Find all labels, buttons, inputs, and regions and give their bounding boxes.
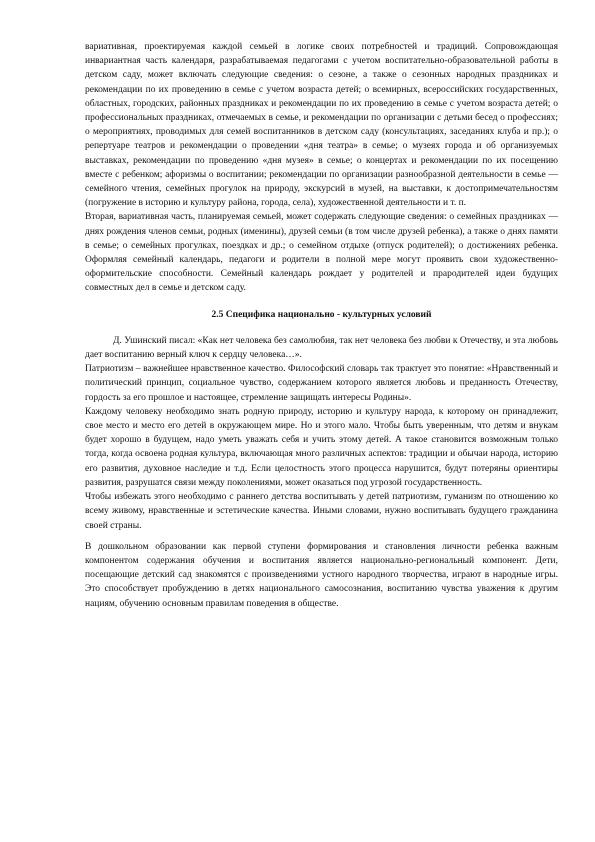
section-heading: 2.5 Специфика национально - культурных условий <box>211 309 432 320</box>
paragraph-calendar-invariant: вариативная, проектируемая каждой семьей в логике своих потребностей и традиций. Сопровождающая инвариантная часть календаря, разрабатываемая педагогами с учетом воспитательно-образовательной работы в детском саду, может включать следующие сведения: о сезоне, а также о сезонных народных праздниках и рекомендации по их проведению в семье с учетом возраста детей; о всемирных, всероссийских государственных, областных, городских, районных праздниках и рекомендации по их проведению в семье с учетом возраста детей; о профессиональных праздниках, отмечаемых в семье, и рекомендации по организации с детьми бесед о профессиях; о мероприятиях, проводимых для семей воспитанников в детском саду (консультациях, заседаниях клуба и пр.); о репертуаре театров и рекомендации о проведении «дня театра» в семье; о музеях города и об организуемых выставках, рекомендации по проведению «дня музея» в семье; о концертах и рекомендации по их посещению вместе с ребенком; афоризмы о воспитании; рекомендации по организации разнообразной деятельности в семье — семейного чтения, семейных прогулок на природу, экскурсий в музей, на выставки, к достопримечательностям (погружение в историю и культуру района, города, села), художественной деятельности и т. п. <box>85 42 558 209</box>
paragraph-regional-component: В дошкольном образовании как первой ступени формирования и становления личности ребенка важным компонентом содержания обучения и воспитания является национально-региональный компонент. Дети, посещающие детский сад знакомятся с произведениями устного народного творчества, играют в народные игры. Это способствует пробуждению в детях национального самосознания, воспитанию чувства уважения к другим нациям, обучению основным правилам поведения в обществе. <box>85 541 558 609</box>
paragraph-calendar-variative: Вторая, вариативная часть, планируемая семьей, может содержать следующие сведения: о семейных праздниках — днях рождения членов семьи, родных (именины), друзей семьи (в том числе друзей ребенка), а также о днях памяти в семье; о семейных прогулках, поездках и др.; о семейном отдыхе (отпуск родителей); о достижениях ребенка. Оформляя семейный календарь, педагоги и родители в полной мере могут проявить свои художественно-оформительские способности. Семейный календарь рождает у родителей и прародителей идеи будущих совместных дел в семье и детском саду. <box>85 212 558 294</box>
paragraph-ushinsky-quote: Д. Ушинский писал: «Как нет человека без самолюбия, так нет человека без любви к Отечеству, и эта любовь дает воспитанию верный ключ к сердцу человека…». <box>85 335 558 361</box>
paragraph-native-culture: Каждому человеку необходимо знать родную природу, историю и культуру народа, к которому он принадлежит, свое место и место его детей в окружающем мире. Но и этого мало. Чтобы быть уверенным, что детям и внукам будет хорошо в будущем, надо уметь уважать себя и учить этому детей. А такое становится возможным только тогда, когда освоена родная культура, включающая много различных аспектов: традиции и обычаи народа, историю его развития, духовное наследие и т.д. Если целостность этого процесса нарушится, будут потеряны ориентиры развития, разрушатся связи между поколениями, может оказаться под угрозой государственность. <box>85 406 558 488</box>
document-page <box>85 40 558 611</box>
paragraph-patriotism: Патриотизм – важнейшее нравственное качество. Философский словарь так трактует это понятие: «Нравственный и политический принцип, социальное чувство, содержанием которого является любовь и преданность Отечеству, гордость за его прошлое и настоящее, стремление защищать интересы Родины». <box>85 364 558 403</box>
paragraph-citizen: Чтобы избежать этого необходимо с раннего детства воспитывать у детей патриотизм, гуманизм по отношению ко всему живому, нравственные и эстетические качества. Иными словами, нужно воспитывать будущего гражданина своей страны. <box>85 492 558 531</box>
